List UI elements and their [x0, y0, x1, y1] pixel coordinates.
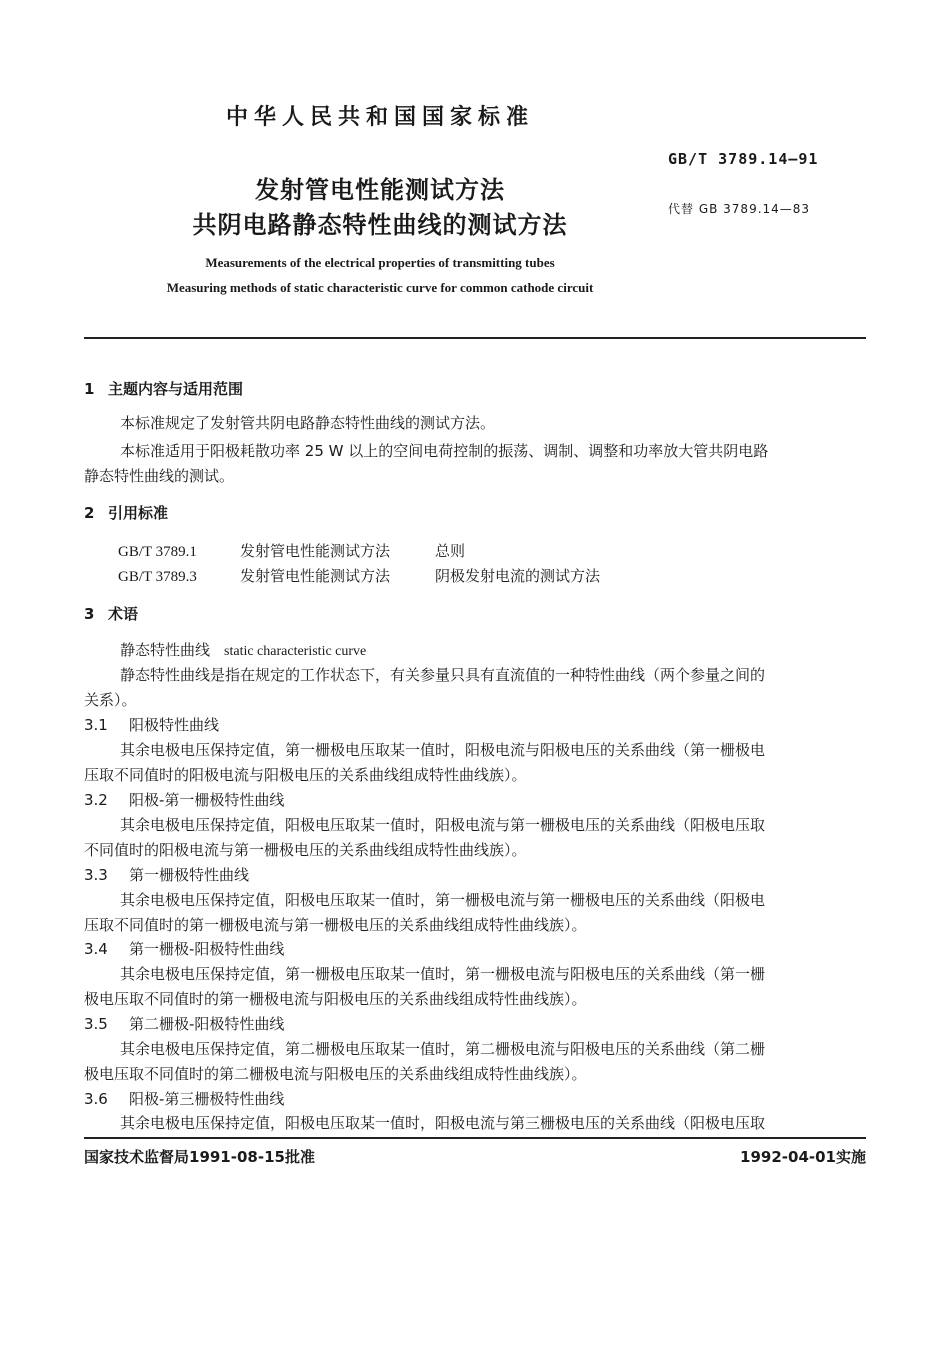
reference-code: GB/T 3789.1 — [118, 544, 197, 560]
chinese-title-line2: 共阴电路静态特性曲线的测试方法 — [192, 211, 568, 239]
term-english: static characteristic curve — [224, 644, 367, 659]
section-1-heading — [84, 378, 243, 399]
section-1-paragraph-2-line1: 本标准适用于阳极耗散功率 25 W 以上的空间电荷控制的振荡、调制、调整和功率放大管共阴电路 — [120, 442, 769, 460]
subsection-number: 3.5 — [84, 1015, 108, 1033]
reference-item — [118, 540, 465, 561]
section-title: 术语 — [108, 605, 139, 623]
subsection-text-line1: 其余电极电压保持定值，第一栅极电压取某一值时，阳极电流与阳极电压的关系曲线（第一栅极电 — [120, 741, 766, 759]
section-2-heading — [84, 502, 168, 523]
reference-item — [118, 565, 600, 586]
subsection-title: 阳极特性曲线 — [129, 716, 220, 734]
subsection-title: 第一栅极-阳极特性曲线 — [129, 940, 285, 958]
subsection-number: 3.6 — [84, 1090, 108, 1108]
subsection-text-line2: 压取不同值时的第一栅极电流与第一栅极电压的关系曲线组成特性曲线族）。 — [84, 916, 587, 934]
english-title-line1: Measurements of the electrical properties of transmitting tubes — [205, 255, 555, 270]
subsection-text-line2: 极电压取不同值时的第二栅极电流与阳极电压的关系曲线组成特性曲线族）。 — [84, 1065, 587, 1083]
subsection-number: 3.3 — [84, 866, 108, 884]
reference-code: GB/T 3789.3 — [118, 569, 197, 585]
subsection-heading — [84, 789, 284, 810]
reference-desc: 总则 — [435, 542, 466, 560]
section-1-paragraph-1: 本标准规定了发射管共阴电路静态特性曲线的测试方法。 — [120, 414, 496, 432]
term-entry — [120, 639, 366, 660]
subsection-text-line1: 其余电极电压保持定值，第一栅极电压取某一值时，第一栅极电流与阳极电压的关系曲线（第一栅 — [120, 965, 766, 983]
subsection-heading — [84, 1088, 284, 1109]
subsection-heading — [84, 1013, 284, 1034]
subsection-number: 3.4 — [84, 940, 108, 958]
subsection-number: 3.1 — [84, 716, 108, 734]
section-3-heading — [84, 603, 138, 624]
term-definition-line1: 静态特性曲线是指在规定的工作状态下，有关参量只具有直流值的一种特性曲线（两个参量之间的 — [120, 666, 766, 684]
section-title: 主题内容与适用范围 — [108, 380, 244, 398]
national-standard-title: 中华人民共和国国家标准 — [225, 105, 534, 130]
footer-divider — [84, 1137, 866, 1139]
header-divider — [84, 337, 866, 339]
section-1-paragraph-2-line2: 静态特性曲线的测试。 — [84, 467, 235, 485]
subsection-title: 阳极-第三栅极特性曲线 — [129, 1090, 285, 1108]
section-title: 引用标准 — [108, 504, 169, 522]
term-chinese: 静态特性曲线 — [120, 641, 211, 659]
subsection-heading — [84, 714, 219, 735]
english-title-line2: Measuring methods of static characteristic curve for common cathode circuit — [166, 280, 594, 295]
subsection-number: 3.2 — [84, 791, 108, 809]
replaces-standard: 代替 GB 3789.14—83 — [668, 202, 811, 216]
reference-name: 发射管电性能测试方法 — [240, 567, 391, 585]
term-definition-line2: 关系）。 — [84, 691, 137, 709]
reference-desc: 阴极发射电流的测试方法 — [435, 567, 601, 585]
chinese-title-line1: 发射管电性能测试方法 — [255, 176, 505, 204]
subsection-text-line1: 其余电极电压保持定值，阳极电压取某一值时，第一栅极电流与第一栅极电压的关系曲线（阳极电 — [120, 891, 766, 909]
section-number: 3 — [84, 605, 95, 623]
subsection-text-line1: 其余电极电压保持定值，第二栅极电压取某一值时，第二栅极电流与阳极电压的关系曲线（第二栅 — [120, 1040, 766, 1058]
reference-name: 发射管电性能测试方法 — [240, 542, 391, 560]
subsection-text-line1: 其余电极电压保持定值，阳极电压取某一值时，阳极电流与第一栅极电压的关系曲线（阳极电压取 — [120, 816, 766, 834]
subsection-heading — [84, 938, 284, 959]
standard-number: GB/T 3789.14—91 — [668, 150, 819, 168]
subsection-text-line2: 压取不同值时的阳极电流与阳极电压的关系曲线组成特性曲线族）。 — [84, 766, 527, 784]
subsection-title: 阳极-第一栅极特性曲线 — [129, 791, 285, 809]
effective-date: 1992-04-01实施 — [740, 1148, 866, 1166]
subsection-text-line2: 极电压取不同值时的第一栅极电流与阳极电压的关系曲线组成特性曲线族）。 — [84, 990, 587, 1008]
subsection-heading — [84, 864, 249, 885]
section-number: 2 — [84, 504, 95, 522]
approval-date: 国家技术监督局1991-08-15批准 — [84, 1148, 315, 1166]
section-number: 1 — [84, 380, 95, 398]
subsection-title: 第二栅极-阳极特性曲线 — [129, 1015, 285, 1033]
subsection-text-line2: 不同值时的阳极电流与第一栅极电压的关系曲线组成特性曲线族）。 — [84, 841, 527, 859]
subsection-title: 第一栅极特性曲线 — [129, 866, 250, 884]
subsection-text-line1: 其余电极电压保持定值，阳极电压取某一值时，阳极电流与第三栅极电压的关系曲线（阳极电压取 — [120, 1114, 766, 1132]
